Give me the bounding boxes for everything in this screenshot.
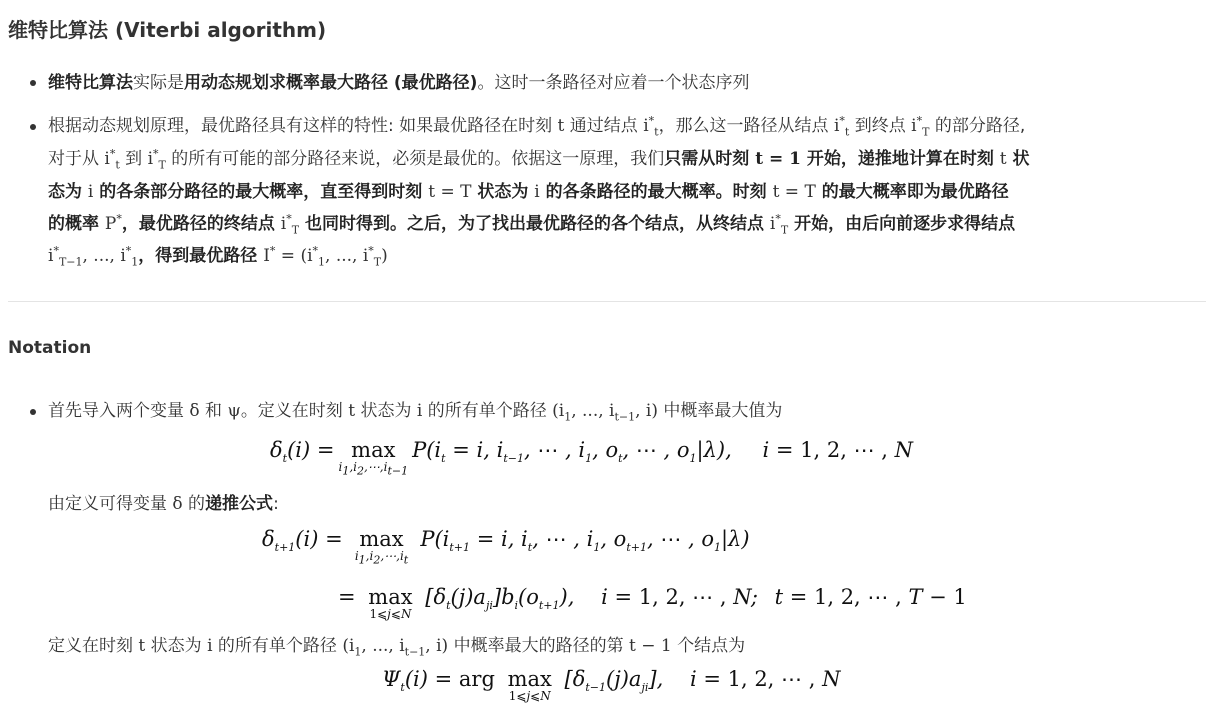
text: ，那么这一路径从结点 (658, 116, 834, 136)
bullet2-line2: 对于从 $i^*_t$ 到 $i^*_T$ 的所有可能的部分路径来说，必须是最优的。依据这一原理，我们只需从时刻 t = 1 开始，递推地计算在时刻 t 状 (48, 147, 1030, 172)
bullet-dot (30, 124, 36, 130)
text: 的所有单个路径 (212, 636, 343, 656)
section-title-notation: Notation (8, 338, 92, 358)
bold-text: ，得到最优路径 (138, 246, 264, 266)
bold-text: ，最优路径的终结点 (121, 214, 281, 234)
bold-text: 也同时得到。之后，为了找出最优路径的各个结点，从终结点 (299, 214, 770, 234)
bullet2-line4: 的概率 P*，最优路径的终结点 $i^*_T$ 也同时得到。之后，为了找出最优路径的各个结点，从终结点 $i^*_T$ 开始，由后向前逐步求得结点 (48, 212, 1016, 237)
text: 的所有单个路径 (422, 401, 553, 421)
bullet2-line3: 态为 i 的各条部分路径的最大概率，直至得到时刻 t = T 状态为 i 的各条路径的最大概率。时刻 t = T 的最大概率即为最优路径 (48, 182, 1009, 202)
text: 中概率最大的路径的第 (448, 636, 629, 656)
bold-phrase: 用动态规划求概率最大路径 (最优路径) (184, 73, 478, 93)
bullet2-line1: 根据动态规划原理，最优路径具有这样的特性: 如果最优路径在时刻 t 通过结点 $i^*_t$，那么这一路径从结点 $i^*_t$ 到终点 $i^*_T$ 的部分路径, (48, 114, 1026, 139)
bold-term: 递推公式 (205, 494, 274, 514)
bullet1-line (48, 73, 749, 93)
text: 首先导入两个变量 (48, 401, 190, 421)
text: 个结点为 (671, 636, 746, 656)
text: 中概率最大值为 (658, 401, 783, 421)
equation-delta-recursion-2: = max 1⩽j⩽N $[\delta_t(j)a_{ji}]b_i(o_{t+1})$, i = 1, 2, ⋯ , N; t = 1, 2, ⋯ , T − 1 (338, 585, 967, 621)
text: 的 (182, 494, 206, 514)
notation-intro-line: 首先导入两个变量 δ 和 ψ。定义在时刻 t 状态为 i 的所有单个路径 ($i_1$, ..., $i_{t-1}$, i) 中概率最大值为 (48, 401, 783, 424)
bullet-dot (30, 80, 36, 86)
text: 。定义在时刻 (240, 401, 349, 421)
section-divider (8, 301, 1206, 302)
text: 。这时一条路径对应着一个状态序列 (477, 73, 750, 93)
psi-intro-line: 定义在时刻 t 状态为 i 的所有单个路径 ($i_1$, ..., $i_{t-1}$, i) 中概率最大的路径的第 t − 1 个结点为 (48, 636, 746, 659)
text: 根据动态规划原理，最优路径具有这样的特性: 如果最优路径在时刻 (48, 116, 558, 136)
bold-text: 态为 (48, 182, 88, 202)
bold-text: 状 (1006, 149, 1030, 169)
text: 通过结点 (564, 116, 644, 136)
text: 的所有可能的部分路径来说，必须是最优的。依据这一原理，我们 (165, 149, 665, 169)
bold-text: 的各条路径的最大概率。时刻 (539, 182, 773, 202)
text: 和 (199, 401, 228, 421)
bullet2-line5: $i^*_{T-1}$, ..., $i^*_1$，得到最优路径 $I^* = (i^*_1$, ..., $i^*_T$) (48, 244, 388, 269)
text: 状态为 (355, 401, 417, 421)
text: 的部分路径, (929, 116, 1026, 136)
bullet-dot (30, 409, 36, 415)
bold-text: 的各条部分路径的最大概率，直至得到时刻 (93, 182, 429, 202)
bold-text: 只需从时刻 (664, 149, 756, 169)
text: 状态为 (145, 636, 208, 656)
text: 定义在时刻 (48, 636, 139, 656)
equation-delta-recursion-1: $\delta_{t+1}(i) = \max$ $i_1,i_2,\cdots,i_t$ $P(i_{t+1} = i$, $i_t$, ⋯ , $i_1$, $o_{t+1}$, ⋯ , $o_1|\lambda$) (262, 527, 750, 567)
recurrence-intro-line: 由定义可得变量 δ 的递推公式: (48, 494, 279, 514)
text: : (273, 494, 279, 514)
bold-text: 的概率 (48, 214, 105, 234)
bold-text: 状态为 (471, 182, 535, 202)
text: 到 (119, 149, 148, 169)
text: 实际是 (133, 73, 184, 93)
text: 到终点 (849, 116, 912, 136)
equation-psi-definition: $\Psi_t(i)$ = arg max 1⩽j⩽N $[\delta_{t-1}(j)a_{ji}]$, i = 1, 2, ⋯ , N (382, 667, 841, 703)
bold-text: 的最大概率即为最优路径 (815, 182, 1009, 202)
bold-text: 开始，由后向前逐步求得结点 (788, 214, 1016, 234)
section-title-viterbi: 维特比算法 (Viterbi algorithm) (8, 18, 327, 42)
text: 对于从 (48, 149, 105, 169)
bold-text: 开始，递推地计算在时刻 (800, 149, 1000, 169)
bold-term: 维特比算法 (48, 73, 133, 93)
equation-delta-definition: $\delta_t(i) = \max$ $i_1,i_2,\cdots,i_{t-1}$ $P(i_t = i$, $i_{t-1}$, ⋯ , $i_1$, $o_t$, ⋯ , $o_1|\lambda$), i = 1, 2, ⋯ , N (270, 438, 913, 478)
text: 由定义可得变量 (48, 494, 173, 514)
